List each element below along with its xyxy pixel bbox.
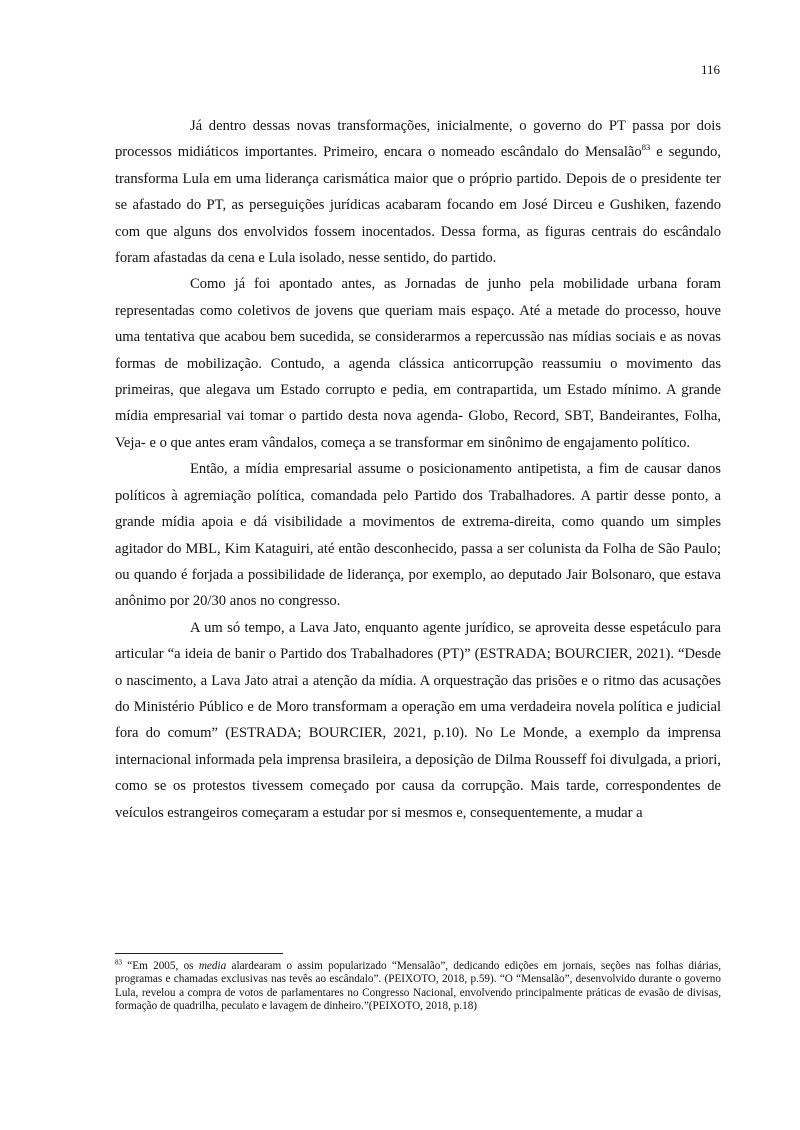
page-number: 116 xyxy=(700,62,720,77)
paragraph-2: Como já foi apontado antes, as Jornadas de junho pela mobilidade urbana foram representadas como coletivos de jovens que queriam mais espaço. Até a metade do processo, houve uma tentativa que acabou bem sucedida, se considerarmos a repercussão nas mídias sociais e as novas formas de mobilização. Contudo, a agenda clássica anticorrupção reassumiu o movimento das primeiras, que alegava um Estado corrupto e pedia, em contrapartida, um Estado mínimo. A grande mídia empresarial vai tomar o partido desta nova agenda- Globo, Record, SBT, Bandeirantes, Folha, Veja- e o que antes eram vândalos, começa a se transformar em sinônimo de engajamento político. xyxy=(115,276,721,451)
footnote-separator xyxy=(115,953,283,954)
paragraph-4: A um só tempo, a Lava Jato, enquanto agente jurídico, se aproveita desse espetáculo para articular “a ideia de banir o Partido dos Trabalhadores (PT)” (ESTRADA; BOURCIER, 2021). “Desde o nascimento, a Lava Jato atrai a atenção da mídia. A orquestração das prisões e o ritmo das acusações do Ministério Público e de Moro transformam a operação em uma verdadeira novela política e judicial fora do comum” (ESTRADA; BOURCIER, 2021, p.10). No Le Monde, a exemplo da imprensa internacional informada pela imprensa brasileira, a deposição de Dilma Rousseff foi divulgada, a priori, como se os protestos tivessem começado por causa da corrupção. Mais tarde, correspondentes de veículos estrangeiros começaram a estudar por si mesmos e, consequentemente, a mudar a xyxy=(115,619,721,821)
paragraph-3: Então, a mídia empresarial assume o posicionamento antipetista, a fim de causar danos políticos à agremiação política, comandada pelo Partido dos Trabalhadores. A partir desse ponto, a grande mídia apoia e dá visibilidade a movimentos de extrema-direita, como quando um simples agitador do MBL, Kim Kataguiri, até então desconhecido, passa a ser colunista da Folha de São Paulo; ou quando é forjada a possibilidade de liderança, por exemplo, ao deputado Jair Bolsonaro, que estava anônimo por 20/30 anos no congresso. xyxy=(115,461,721,610)
footnote-number: 83 xyxy=(115,958,122,967)
paragraph-1-text-start: Já dentro dessas novas transformações, inicialmente, o governo do PT passa por dois processos midiáticos importantes. Primeiro, encara o nomeado escândalo do Mensalão xyxy=(115,118,721,161)
paragraph-1-text-end: e segundo, transforma Lula em uma liderança carismática maior que o próprio partido. Depois de o presidente ter se afastado do PT, as perseguições jurídicas acabaram focando em José Dirceu e Gushiken, fazendo com que alguns dos envolvidos fossem inocentados. Dessa forma, as figuras centrais do escândalo foram afastadas da cena e Lula isolado, nesse sentido, do partido. xyxy=(115,144,721,267)
footnote-text-start: “Em 2005, os xyxy=(122,960,199,972)
footnote-reference-83[interactable]: 83 xyxy=(641,142,651,153)
paragraph-1 xyxy=(115,113,721,271)
footnote-italic-term: media xyxy=(198,960,227,972)
footnote-text-end: alardearam o assim popularizado “Mensalão”, dedicando edições em jornais, seções nas folhas diárias, programas e chamadas exclusivas nas tevês ao escândalo”. (PEIXOTO, 2018, p.59). “O “Mensalão”, desenvolvido durante o governo Lula, revelou a compra de votos de parlamentares no Congresso Nacional, envolvendo principalmente práticas de evasão de divisas, formação de quadrilha, peculato e lavagem de dinheiro.”(PEIXOTO, 2018, p.18) xyxy=(115,960,722,1013)
body-text xyxy=(115,113,721,826)
footnote xyxy=(115,960,721,1014)
